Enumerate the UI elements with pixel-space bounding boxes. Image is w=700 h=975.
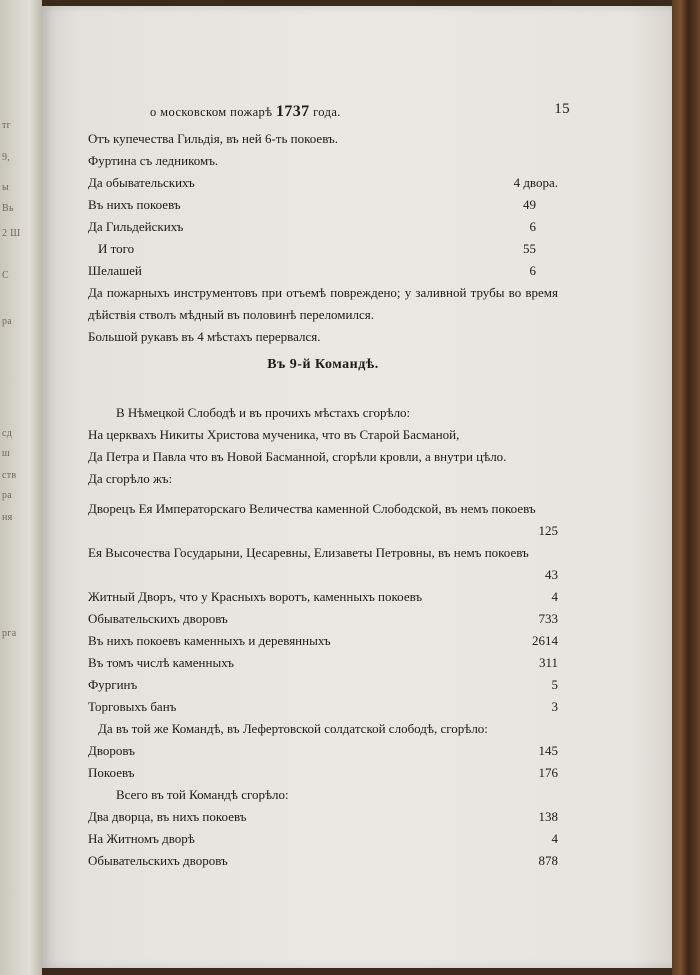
row-value: 878 — [538, 853, 558, 868]
bleed-text: ш — [2, 448, 11, 459]
section-1 — [88, 128, 558, 348]
section-2 — [88, 402, 558, 872]
row-value: 311 — [538, 655, 558, 670]
table-row — [88, 586, 558, 608]
row-value: 49 — [523, 197, 536, 212]
row-value: 5 — [551, 677, 558, 692]
row-label: Шелашей — [88, 263, 142, 278]
table-row — [88, 520, 558, 542]
bleed-text: ств — [2, 470, 17, 481]
section-2-line: Да Петра и Павла что въ Новой Басманной, сгорѣли кровли, а внутри цѣло. — [88, 449, 507, 464]
bleed-text: С — [2, 270, 9, 281]
table-row — [88, 762, 558, 784]
row-label: Фургинъ — [88, 677, 138, 692]
table-row — [88, 172, 558, 194]
tsesarevna-paragraph: Ея Высочества Государыни, Цесаревны, Елизаветы Петровны, въ немъ покоевъ — [88, 545, 529, 560]
section-heading: Въ 9-й Командѣ. — [267, 357, 379, 372]
row-value: 176 — [538, 765, 558, 780]
section-2-line: Да сгорѣло жъ: — [88, 471, 173, 486]
row-value: 4 двора. — [513, 175, 558, 190]
row-label: Въ нихъ покоевъ каменныхъ и деревянныхъ — [88, 633, 331, 648]
table-row — [88, 630, 558, 652]
table-row — [88, 260, 558, 282]
bleed-text: 9, — [2, 152, 11, 163]
row-value: 2614 — [532, 633, 558, 648]
previous-page-edge — [0, 0, 42, 975]
section-1-intro: Отъ купечества Гильдія, въ ней 6-ть покоевъ. — [88, 131, 338, 146]
row-label: Въ нихъ покоевъ — [88, 197, 181, 212]
row-label: Да Гильдейскихъ — [88, 219, 184, 234]
total-heading: Всего въ той Командѣ сгорѣло: — [116, 787, 289, 802]
lefortovo-line: Да въ той же Командѣ, въ Лефертовской солдатской слободѣ, сгорѣло: — [98, 721, 488, 736]
book-spine — [672, 0, 700, 975]
bleed-text: сд — [2, 428, 13, 439]
row-label: Въ томъ числѣ каменныхъ — [88, 655, 234, 670]
palace-paragraph: Дворецъ Ея Императорскаго Величества каменной Слободской, въ немъ покоевъ — [88, 501, 536, 516]
row-label: Обывательскихъ дворовъ — [88, 611, 228, 626]
table-row — [88, 850, 558, 872]
row-label: Обывательскихъ дворовъ — [88, 853, 228, 868]
header-prefix: о московском пожарѣ — [150, 105, 273, 119]
table-row — [88, 238, 558, 260]
bleed-text: тг — [2, 120, 12, 131]
row-label: Торговыхъ банъ — [88, 699, 177, 714]
row-value: 125 — [538, 523, 558, 538]
table-row — [88, 194, 558, 216]
section-2-line: На церквахъ Никиты Христова мученика, что въ Старой Басманой, — [88, 427, 460, 442]
row-value: 138 — [538, 809, 558, 824]
row-value: 4 — [551, 589, 558, 604]
section-1-paragraph: Да пожарныхъ инструментовъ при отъемѣ повреждено; у заливной трубы во время дѣйствія стволъ мѣдный въ половинѣ переломился. — [88, 285, 558, 322]
row-value: 145 — [538, 743, 558, 758]
section-1-sub: Фуртина съ ледникомъ. — [88, 153, 219, 168]
bleed-text: Вь — [2, 203, 14, 214]
table-row — [88, 608, 558, 630]
page-number: 15 — [554, 101, 570, 117]
bleed-text: ы — [2, 182, 10, 193]
row-label: Да обывательскихъ — [88, 175, 195, 190]
row-value: 6 — [529, 219, 536, 234]
row-value: 4 — [551, 831, 558, 846]
row-value: 43 — [545, 567, 558, 582]
bleed-text: 2 Ш — [2, 228, 21, 239]
bleed-text: ня — [2, 512, 13, 523]
table-row — [88, 652, 558, 674]
bleed-text: ра — [2, 316, 13, 327]
table-row — [88, 806, 558, 828]
bleed-text: ра — [2, 490, 13, 501]
table-row — [88, 828, 558, 850]
row-label: И того — [98, 241, 135, 256]
section-2-line: В Нѣмецкой Слободѣ и въ прочихъ мѣстахъ сгорѣло: — [116, 405, 411, 420]
running-header — [150, 103, 570, 121]
header-suffix: года. — [313, 105, 341, 119]
row-value: 55 — [523, 241, 536, 256]
row-label: Дворовъ — [88, 743, 135, 758]
row-label: Покоевъ — [88, 765, 135, 780]
table-row — [88, 696, 558, 718]
table-row — [88, 216, 558, 238]
bleed-text: рга — [2, 628, 17, 639]
row-label: На Житномъ дворѣ — [88, 831, 195, 846]
table-row — [88, 740, 558, 762]
table-row — [88, 564, 558, 586]
row-label: Два дворца, въ нихъ покоевъ — [88, 809, 247, 824]
row-value: 6 — [529, 263, 536, 278]
table-row — [88, 674, 558, 696]
row-value: 3 — [551, 699, 558, 714]
section-1-paragraph-2: Большой рукавъ въ 4 мѣстахъ перервался. — [88, 329, 321, 344]
row-value: 733 — [538, 611, 558, 626]
row-label: Житный Дворъ, что у Красныхъ воротъ, каменныхъ покоевъ — [88, 589, 423, 604]
header-year: 1737 — [275, 103, 310, 120]
